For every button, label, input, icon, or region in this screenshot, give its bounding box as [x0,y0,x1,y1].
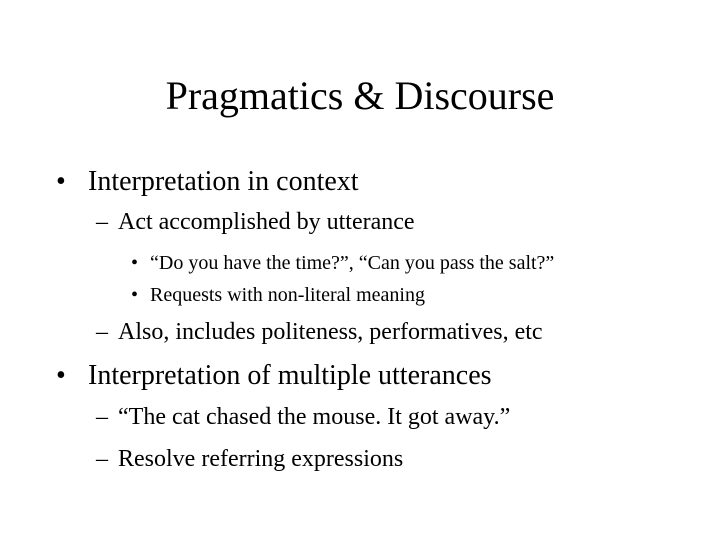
bullet-marker: • [131,284,139,306]
bullet-marker: • [131,252,139,274]
bullet-text: Also, includes politeness, performatives, etc [118,319,543,345]
bullet-item-level3 [0,282,720,308]
dash-marker: – [96,446,108,472]
bullet-item-level1 [0,165,720,199]
bullet-marker: • [56,166,66,197]
bullet-item-level2 [0,207,720,237]
bullet-text: Interpretation in context [88,166,359,197]
bullet-item-level3 [0,250,720,276]
dash-marker: – [96,209,108,235]
bullet-text: Interpretation of multiple utterances [88,360,492,391]
dash-marker: – [96,319,108,345]
bullet-text: Act accomplished by utterance [118,209,415,235]
bullet-text: Resolve referring expressions [118,446,404,472]
dash-marker: – [96,404,108,430]
bullet-text: Requests with non-literal meaning [150,284,425,306]
bullet-item-level2 [0,317,720,347]
bullet-item-level2 [0,444,720,474]
bullet-text: “Do you have the time?”, “Can you pass the salt?” [150,252,555,274]
slide-title: Pragmatics & Discourse [165,73,555,118]
bullet-item-level1 [0,359,720,393]
bullet-text: “The cat chased the mouse. It got away.” [118,404,511,430]
bullet-marker: • [56,360,66,391]
bullet-item-level2 [0,402,720,432]
